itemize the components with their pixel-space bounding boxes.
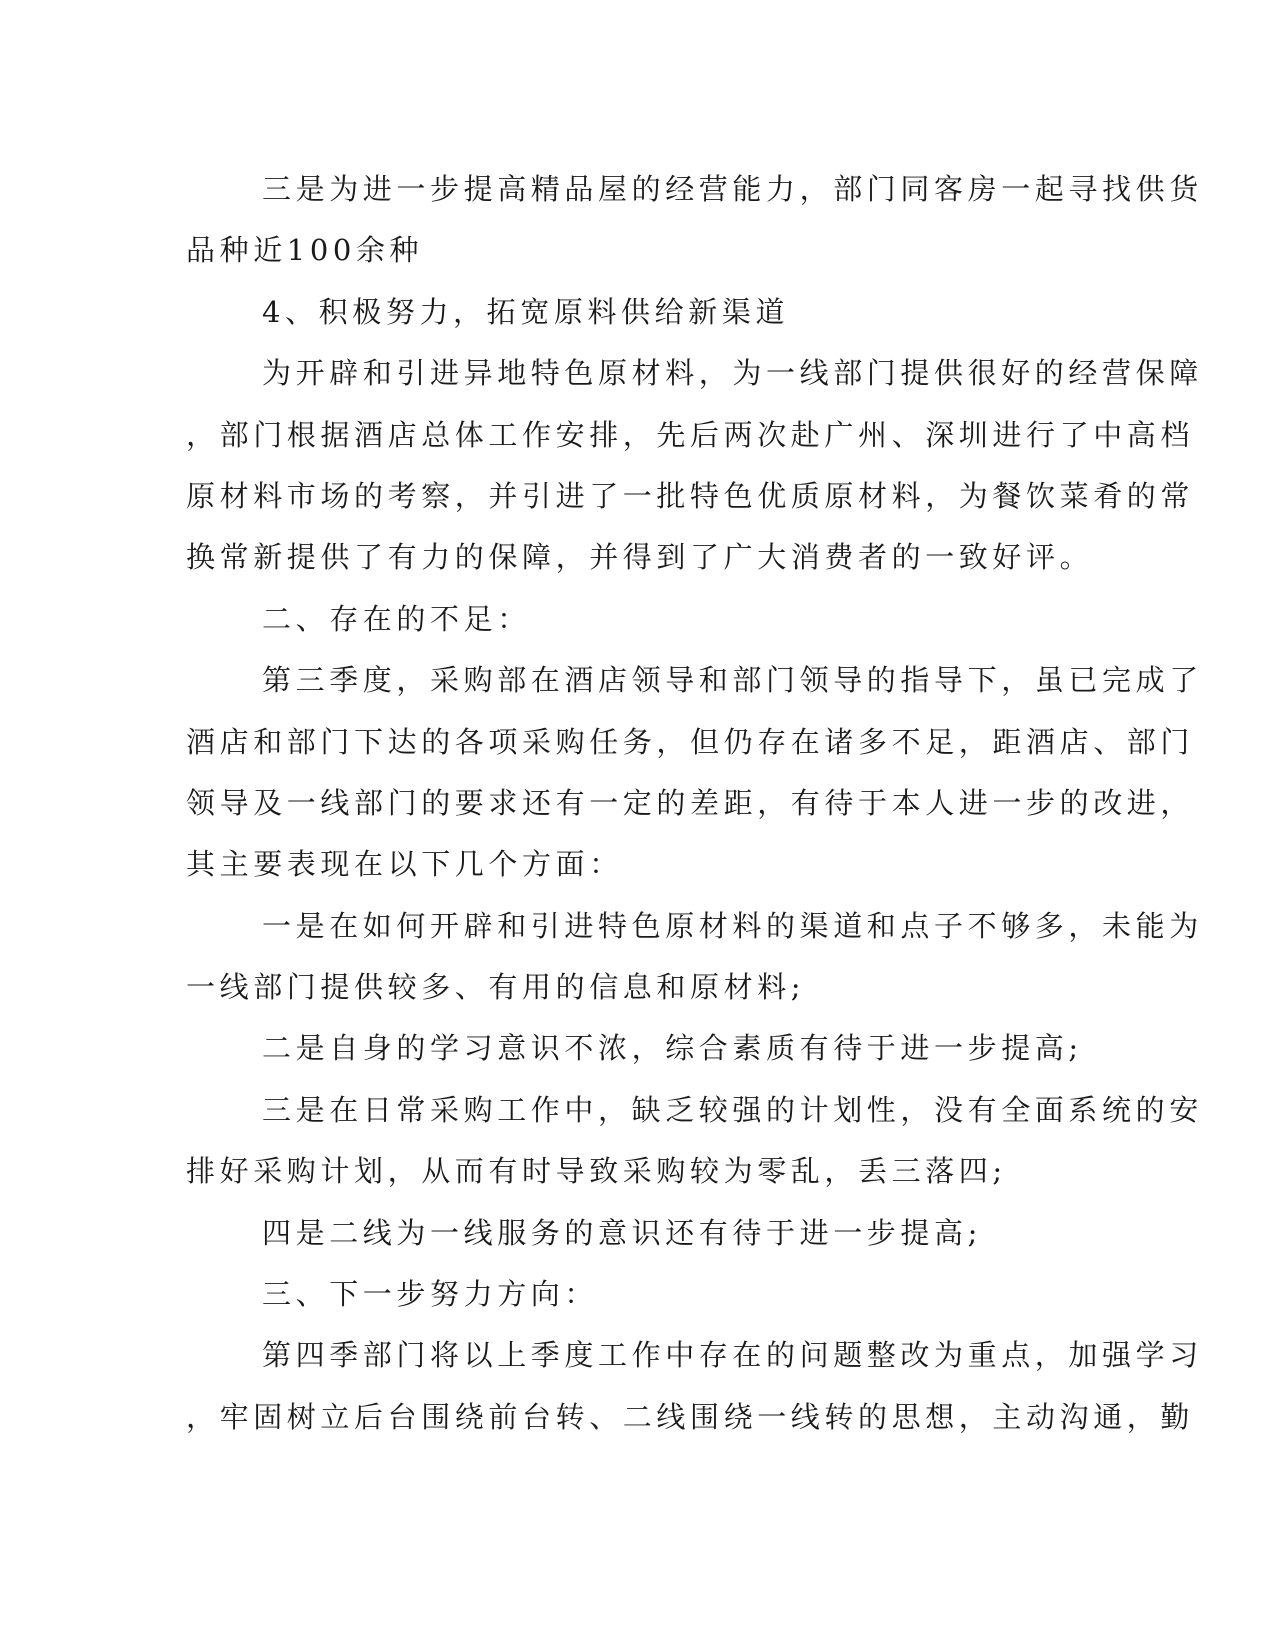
- document-body: [186, 159, 1203, 1448]
- text-line: 领导及一线部门的要求还有一定的差距，有待于本人进一步的改进，: [186, 785, 1195, 820]
- text-line: ，牢固树立后台围绕前台转、二线围绕一线转的思想，主动沟通，勤: [186, 1399, 1195, 1434]
- text-line: 原材料市场的考察，并引进了一批特色优质原材料，为餐饮菜肴的常: [186, 478, 1195, 513]
- text-line: 二是自身的学习意识不浓，综合素质有待于进一步提高;: [262, 1031, 1083, 1066]
- section-heading: 二、存在的不足：: [262, 601, 531, 636]
- text-line: 换常新提供了有力的保障，并得到了广大消费者的一致好评。: [186, 540, 1094, 575]
- text-line: 其主要表现在以下几个方面：: [186, 847, 623, 882]
- text-line: 酒店和部门下达的各项采购任务，但仍存在诸多不足，距酒店、部门: [186, 724, 1195, 759]
- section-heading: 三、下一步努力方向：: [262, 1277, 599, 1312]
- text-line: 为开辟和引进异地特色原材料，为一线部门提供很好的经营保障: [262, 356, 1203, 391]
- text-line: 一线部门提供较多、有用的信息和原材料;: [186, 970, 806, 1005]
- text-line: 品种近100余种: [186, 233, 424, 268]
- section-subheading: 4、积极努力，拓宽原料供给新渠道: [262, 294, 790, 329]
- text-line: 第三季度，采购部在酒店领导和部门领导的指导下，虽已完成了: [262, 663, 1203, 698]
- text-line: 一是在如何开辟和引进特色原材料的渠道和点子不够多，未能为: [262, 908, 1203, 943]
- text-line: ，部门根据酒店总体工作安排，先后两次赴广州、深圳进行了中高档: [186, 417, 1195, 452]
- text-line: 三是在日常采购工作中，缺乏较强的计划性，没有全面系统的安: [262, 1092, 1203, 1127]
- text-line: 三是为进一步提高精品屋的经营能力，部门同客房一起寻找供货: [262, 172, 1203, 206]
- text-line: 四是二线为一线服务的意识还有待于进一步提高;: [262, 1215, 982, 1250]
- text-line: 排好采购计划，从而有时导致采购较为零乱，丢三落四;: [186, 1154, 1007, 1189]
- text-line: 第四季部门将以上季度工作中存在的问题整改为重点，加强学习: [262, 1338, 1203, 1373]
